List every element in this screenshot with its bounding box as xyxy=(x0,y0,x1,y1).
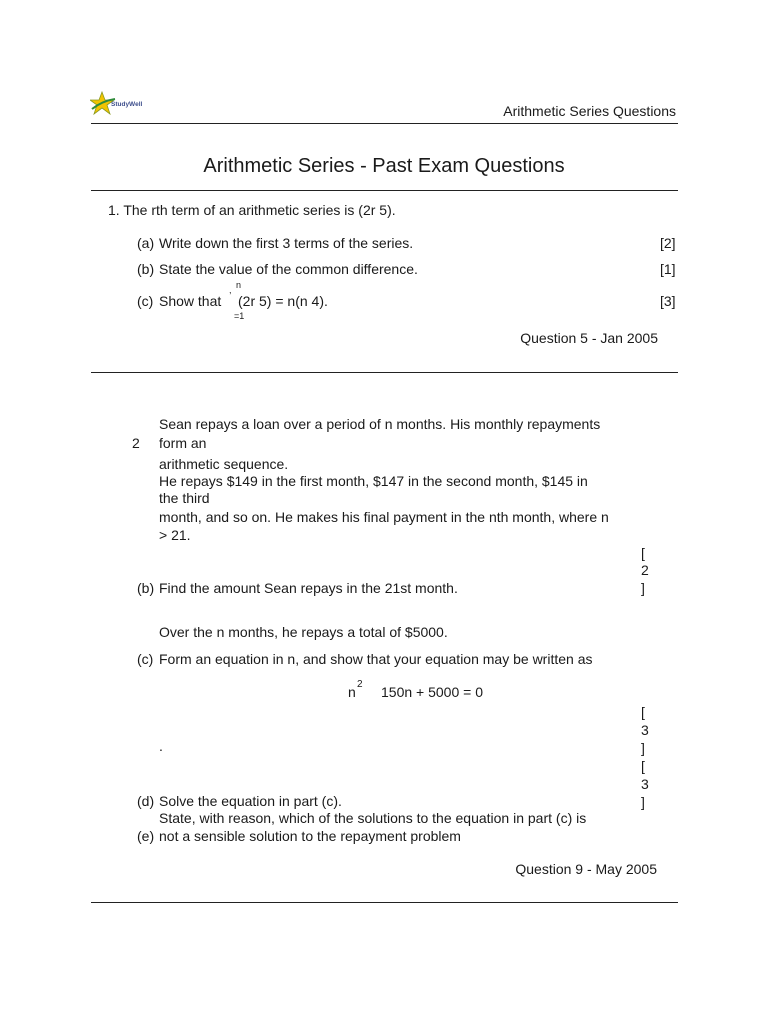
q2-rule xyxy=(91,902,678,903)
q2b-text: Find the amount Sean repays in the 21st month. xyxy=(159,580,458,596)
q1c-label: (c) xyxy=(137,293,154,309)
q1c-sum-lower: =1 xyxy=(234,311,245,321)
q2-source: Question 9 - May 2005 xyxy=(515,861,657,877)
q2-equation-rest: 150n + 5000 = 0 xyxy=(381,684,483,700)
q2c-dot: . xyxy=(159,738,163,754)
q2-line-3: arithmetic sequence. xyxy=(159,456,289,472)
q2-number: 2 xyxy=(132,435,140,451)
q2c-label: (c) xyxy=(137,651,154,667)
q2-line-4: He repays $149 in the first month, $147 in the second month, $145 in xyxy=(159,473,588,489)
q1a-text: Write down the first 3 terms of the series. xyxy=(159,235,414,251)
title-rule xyxy=(91,190,678,191)
q2-line-1: Sean repays a loan over a period of n months. His monthly repayments xyxy=(159,416,601,432)
q2b-label: (b) xyxy=(137,580,155,596)
q2-line-7: > 21. xyxy=(159,527,191,543)
q2-equation-exp: 2 xyxy=(357,679,363,690)
q2e-line-1: State, with reason, which of the solutions to the equation in part (c) is xyxy=(159,810,587,826)
q2c-marks-close: ] xyxy=(641,740,645,756)
studywell-logo xyxy=(90,90,160,118)
q1c-text-before: Show that xyxy=(159,293,222,309)
q1a-marks: [2] xyxy=(660,235,676,251)
q2-total-text: Over the n months, he repays a total of $5000. xyxy=(159,624,448,640)
q1b-marks: [1] xyxy=(660,261,676,277)
header-rule xyxy=(91,123,678,124)
q1c-sum-upper: n xyxy=(236,280,242,290)
q1b-label: (b) xyxy=(137,261,155,277)
q2d-marks-open: [ xyxy=(641,758,645,774)
q2d-label: (d) xyxy=(137,793,155,809)
q2-line-2: form an xyxy=(159,435,207,451)
q1b-text: State the value of the common difference. xyxy=(159,261,418,277)
q1-stem: 1. The rth term of an arithmetic series is (2r 5). xyxy=(108,202,396,218)
q2d-marks-close: ] xyxy=(641,794,645,810)
q2-equation-base: n xyxy=(348,684,356,700)
q2c-text: Form an equation in n, and show that your equation may be written as xyxy=(159,651,593,667)
q2d-text: Solve the equation in part (c). xyxy=(159,793,342,809)
page-title: Arithmetic Series - Past Exam Questions xyxy=(203,155,565,177)
running-title: Arithmetic Series Questions xyxy=(503,103,676,119)
q2e-line-2: not a sensible solution to the repayment problem xyxy=(159,828,461,844)
q2b-marks-value: 2 xyxy=(641,562,649,578)
q1-rule xyxy=(91,372,678,373)
q2-line-5: the third xyxy=(159,490,210,506)
q1a-label: (a) xyxy=(137,235,155,251)
q2c-marks-open: [ xyxy=(641,704,645,720)
logo-text: StudyWell xyxy=(111,101,143,108)
q2b-marks-close: ] xyxy=(641,580,645,596)
q1c-marks: [3] xyxy=(660,293,676,309)
q1c-sum-mark: , xyxy=(229,285,232,295)
q2-line-6: month, and so on. He makes his final payment in the nth month, where n xyxy=(159,509,609,525)
q1c-text-after: (2r 5) = n(n 4). xyxy=(238,293,328,309)
q2d-marks-value: 3 xyxy=(641,776,649,792)
q2c-marks-value: 3 xyxy=(641,722,649,738)
q2b-marks-open: [ xyxy=(641,545,645,561)
q1-source: Question 5 - Jan 2005 xyxy=(520,330,658,346)
q2e-label: (e) xyxy=(137,828,155,844)
